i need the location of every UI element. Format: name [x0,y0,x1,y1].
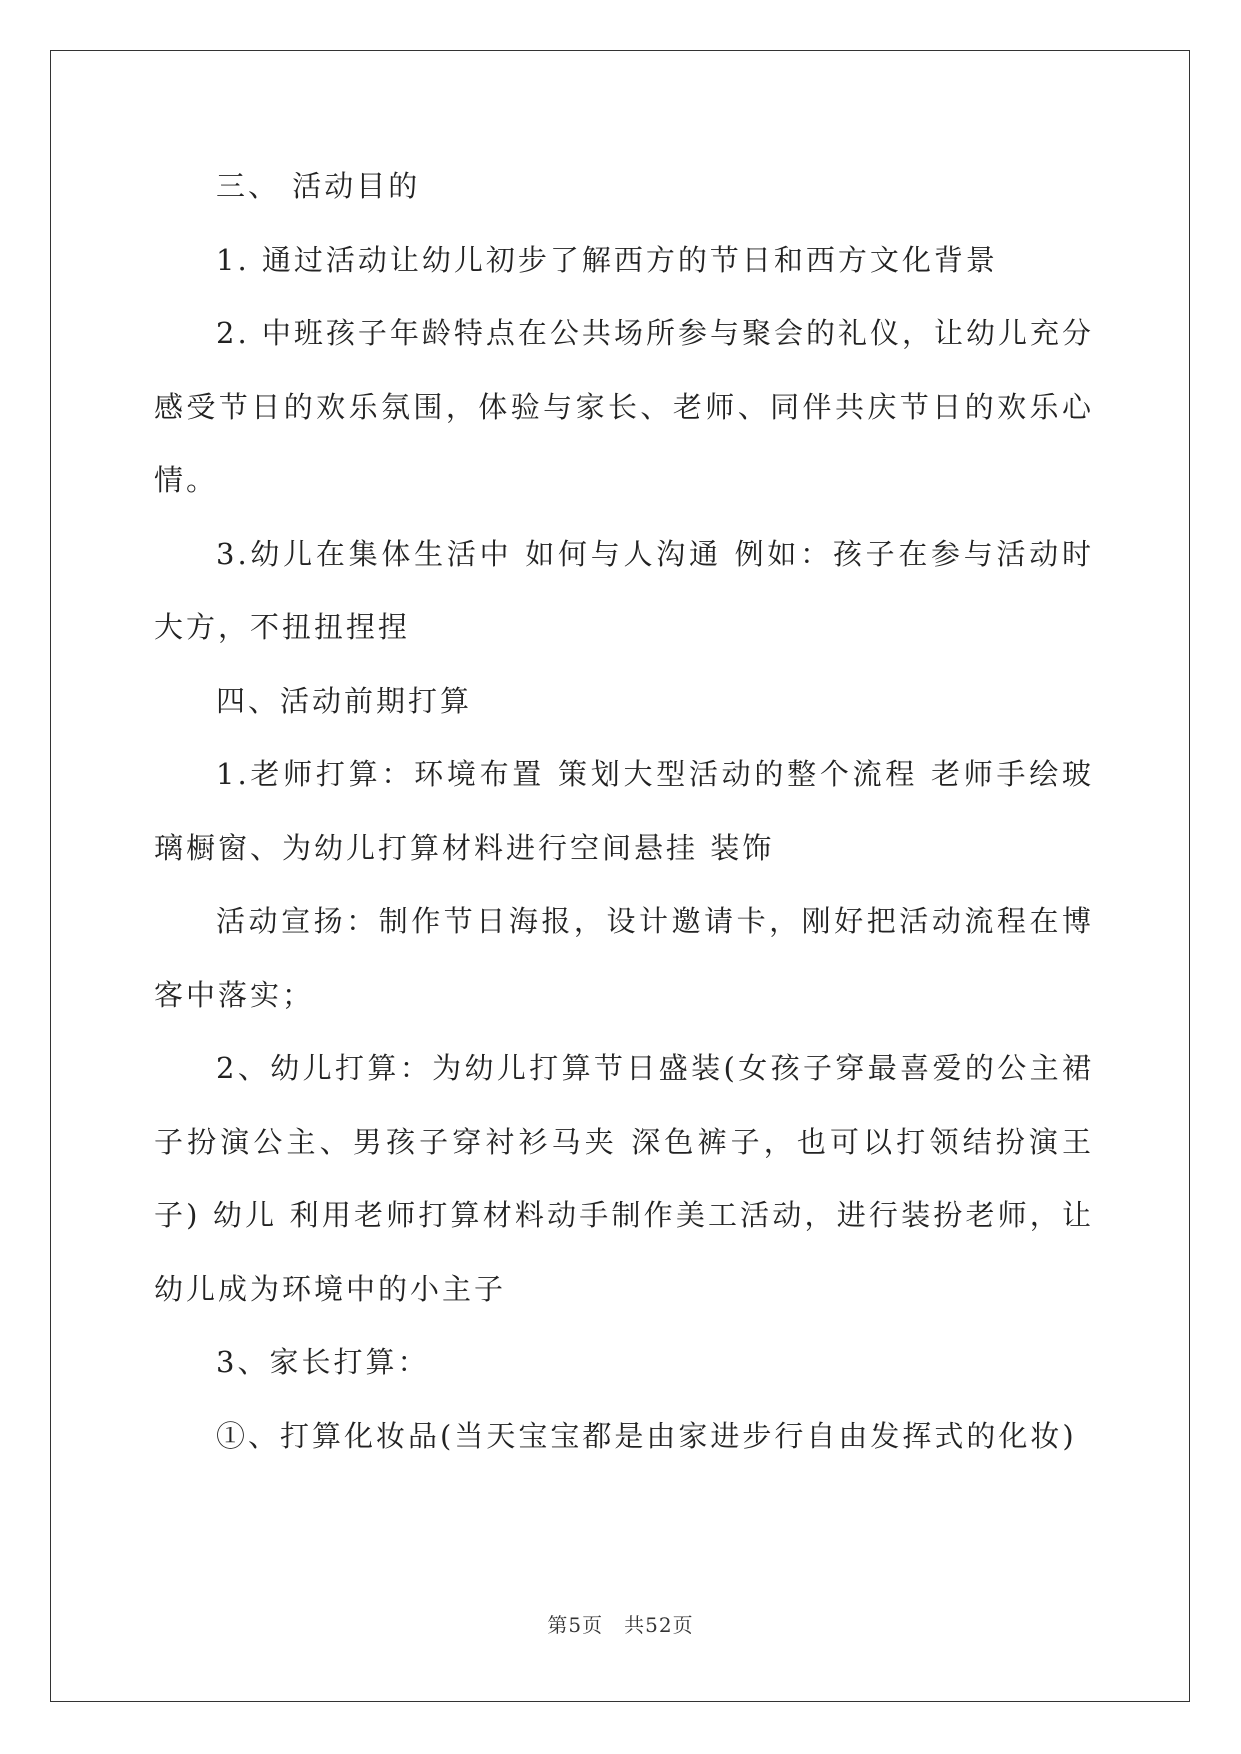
document-body [154,150,1094,1473]
prep-item-promotion: 活动宣扬：制作节日海报，设计邀请卡，刚好把活动流程在博客中落实； [154,904,1094,1012]
section-heading-activity-goals: 三、 活动目的 [216,169,421,203]
goal-item-2: 2. 中班孩子年龄特点在公共场所参与聚会的礼仪，让幼儿充分感受节日的欢乐氛围，体验与家长、老师、同伴共庆节日的欢乐心情。 [154,316,1094,497]
section-heading-preparation: 四、活动前期打算 [216,683,473,718]
prep-item-parents: 3、家长打算： [216,1345,430,1379]
prep-item-teacher: 1.老师打算：环境布置 策划大型活动的整个流程 老师手绘玻璃橱窗、为幼儿打算材料进行空间悬挂 装饰 [154,757,1094,865]
prep-subitem-makeup: ①、打算化妆品(当天宝宝都是由家进步行自由发挥式的化妆) [216,1418,1077,1453]
page-number-footer: 第5页 共52页 [547,1613,694,1637]
goal-item-3: 3.幼儿在集体生活中 如何与人沟通 例如：孩子在参与活动时大方，不扭扭捏捏 [154,536,1094,644]
prep-item-children: 2、幼儿打算：为幼儿打算节日盛装(女孩子穿最喜爱的公主裙子扮演公主、男孩子穿衬衫马夹 深色裤子，也可以打领结扮演王子) 幼儿 利用老师打算材料动手制作美工活动，进行装扮老师，让幼儿成为环境中的小主子 [154,1051,1094,1306]
goal-item-1: 1. 通过活动让幼儿初步了解西方的节日和西方文化背景 [216,242,998,277]
